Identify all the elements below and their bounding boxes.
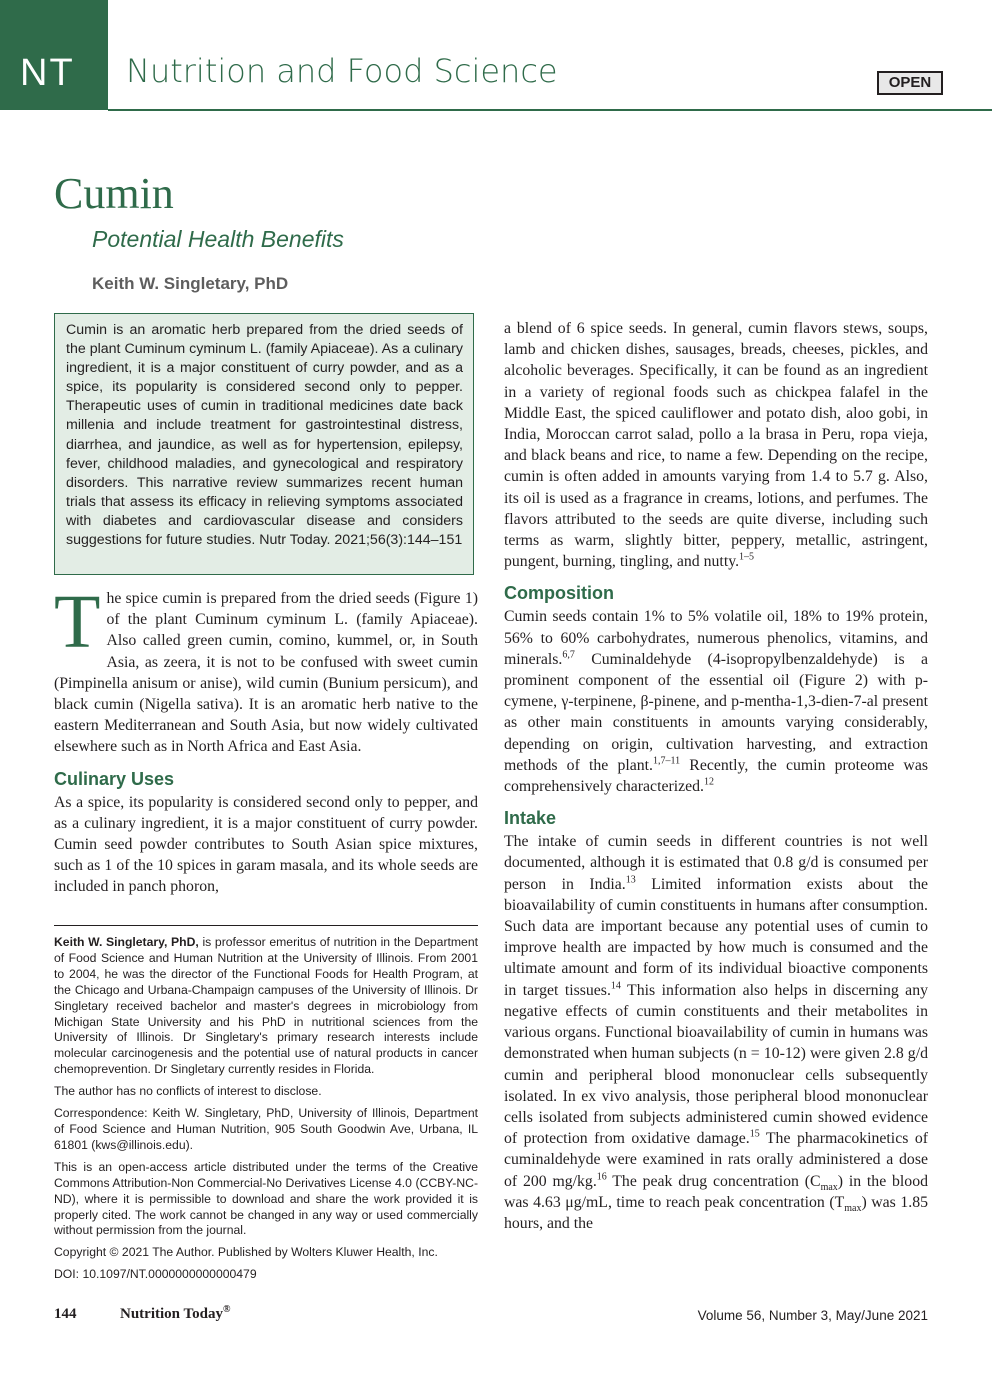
registered-mark: ® <box>222 1304 231 1315</box>
intake-ref-1: 13 <box>625 874 636 886</box>
intake-ref-4: 16 <box>596 1171 607 1183</box>
intro-text: he spice cumin is prepared from the dried seeds (Figure 1) of the plant Cuminum cyminum L. (family Apiaceae). Also called green cumin, comino, kummel, or, in South Asia, as zeera, it is not to be confused with sweet cumin (Pimpinella anisum or anise), wild cumin (Bunium persicum), and black cumin (Nigella sativa). It is an aromatic herb native to the eastern Mediterranean and South Asia, but now widely cultivated elsewhere such as in North Africa and East Asia. <box>54 590 478 756</box>
intake-text-a: The intake of cumin seeds in different countries is not well documented, although it is estimated that 0.8 g/d is consumed per person in India. <box>504 833 928 893</box>
correspondence: Correspondence: Keith W. Singletary, PhD, University of Illinois, Department of Food Science and Human Nutrition, 905 South Goodwin Ave, Urbana, IL 61801 (kws@illinois.edu). <box>54 1106 478 1152</box>
culinary-ref: 1–5 <box>739 551 755 563</box>
composition-text-c: Recently, the cumin proteome was comprehensively characterized. <box>504 756 928 796</box>
abstract-citation-ref: 2021;56(3):144–151 <box>334 532 463 549</box>
body-column-left <box>54 580 478 898</box>
composition-ref-3: 12 <box>703 776 714 788</box>
abstract-citation-journal: Nutr Today. <box>259 532 331 549</box>
culinary-text-2: a blend of 6 spice seeds. In general, cumin flavors stews, soups, lamb and chicken dishes, sausages, breads, cheeses, pickles, and alcoholic beverages. Specifically, it can be found as an ingredient in a variety of regional foods such as chickpea falafel in the Middle East, the spiced cauliflower and potato dish, aloo gobi, in India, Moroccan carrot salad, pollo a la brasa in Peru, ropa vieja, and black beans and rice, to name a few. Depending on the recipe, cumin is often added in amounts varying from 1.4 to 5.7 g. Also, its oil is used as a fragrance in creams, lotions, and perfumes. The flavors attributed to the seeds are quite diverse, including such terms as warm, slightly bitter, peppery, metallic, astringent, pungent, burning, tingling, and nutty. <box>504 320 928 571</box>
abstract-box <box>54 313 474 575</box>
heading-culinary-uses: Culinary Uses <box>54 768 175 789</box>
author-note-divider <box>54 925 478 926</box>
intake-text-g: ) was 1.85 hours, and the <box>504 1193 928 1232</box>
intake-text-c: This information also helps in discerning any negative effects of cumin constituents and their metabolites in various organs. Functional bioavailability of cumin in humans was demonstrated when human subjects (n = 10-12) were given 2.8 g/d cumin and peripheral blood mononuclear cells subsequently isolated. In ex vivo analysis, those peripheral blood mononuclear cells isolated from subjects administered cumin showed evidence of protection from oxidative damage. <box>504 981 928 1148</box>
composition-text-a: Cumin seeds contain 1% to 5% volatile oil, 18% to 19% protein, 56% to 60% carbohydrates, numerous phenolics, vitamins, and minerals. <box>504 608 928 668</box>
logo-text: NT <box>20 52 75 94</box>
license-statement: This is an open-access article distributed under the terms of the Creative Commons Attribution-Non Commercial-No Derivatives License 4.0 (CCBY-NC-ND), where it is permissible to download and share the work provided it is properly cited. The work cannot be changed in any way or used commercially without permission from the journal. <box>54 1159 478 1238</box>
conflicts-statement: The author has no conflicts of interest to disclose. <box>54 1084 322 1099</box>
article-title: Cumin <box>54 169 174 218</box>
intake-text-f: ) in the blood was 4.63 μg/mL, time to reach peak concentration (T <box>504 1172 928 1211</box>
intake-text-d: The pharmacokinetics of cuminaldehyde were examined in rats orally administered a dose of 200 mg/kg. <box>504 1130 928 1190</box>
article-subtitle: Potential Health Benefits <box>92 226 344 252</box>
heading-intake: Intake <box>504 808 557 829</box>
author-bio <box>54 935 478 1078</box>
journal-logo <box>0 0 108 110</box>
drop-cap: T <box>54 580 101 664</box>
author-note <box>54 935 478 1289</box>
body-column-right <box>504 318 928 1234</box>
tmax-subscript: max <box>844 1202 862 1214</box>
copyright: Copyright © 2021 The Author. Published by Wolters Kluwer Health, Inc. <box>54 1245 438 1260</box>
journal-section-title: Nutrition and Food Science <box>126 52 558 90</box>
open-access-badge: OPEN <box>877 71 943 95</box>
heading-composition: Composition <box>504 583 614 604</box>
footer-journal-name: Nutrition Today <box>120 1306 223 1322</box>
abstract-text: Cumin is an aromatic herb prepared from the dried seeds of the plant Cuminum cyminum L. (family Apiaceae). As a culinary ingredient, it is a major constituent of curry powder, and as a spice, its popularity is considered second only to pepper. Therapeutic uses of cumin in traditional medicines date back millenia and include treatment for gastrointestinal distress, diarrhea, and jaundice, as well as for hypertension, epilepsy, fever, childhood maladies, and gynecological and respiratory disorders. This narrative review summarizes recent human trials that assess its efficacy in relieving symptoms associated with diabetes and cardiovascular disease and considers suggestions for future studies. <box>66 322 463 549</box>
cmax-subscript: max <box>820 1181 838 1193</box>
page-number: 144 <box>54 1306 77 1322</box>
intro-paragraph <box>54 580 478 758</box>
footer-journal <box>120 1306 230 1323</box>
doi: DOI: 10.1097/NT.0000000000000479 <box>54 1267 257 1282</box>
author-bio-text: is professor emeritus of nutrition in the Department of Food Science and Human Nutrition at the University of Illinois. From 2001 to 2004, he was the director of the Functional Foods for Health Program, at the Chicago and Urbana-Champaign campuses of the University of Illinois. Dr Singletary received bachelor and master's degrees in microbiology from Michigan State University and his PhD in nutritional sciences from the University of Illinois. Dr Singletary's primary research interests include molecular carcinogenesis and the potential use of natural products in cancer chemoprevention. Dr Singletary currently resides in Florida. <box>54 935 478 1077</box>
culinary-paragraph-part2 <box>504 318 928 572</box>
intake-ref-3: 15 <box>749 1128 760 1140</box>
intake-ref-2: 14 <box>610 980 621 992</box>
volume-info: Volume 56, Number 3, May/June 2021 <box>697 1308 928 1323</box>
intake-text-b: Limited information exists about the bioavailability of cumin constituents in humans after consumption. Such data are important because any potential uses of cumin to improve health are impacted by how much is consumed and the ultimate amount and form of its individual bioactive components in target tissues. <box>504 875 928 999</box>
intake-text-e: The peak drug concentration (C <box>606 1172 821 1190</box>
composition-text-b: Cuminaldehyde (4-isopropylbenzaldehyde) is a prominent component of the essential oil (Figure 2) with p-cymene, γ-terpinene, β-pinene, and p-mentha-1,3-dien-7-al present as other main constituents in amounts varying considerably, depending on origin, cultivation harvesting, and extraction methods of the plant. <box>504 650 928 774</box>
article-author: Keith W. Singletary, PhD <box>92 274 289 293</box>
culinary-paragraph-part1: As a spice, its popularity is considered second only to pepper, and as a culinary ingredient, it is a major constituent of curry powder. Cumin seed powder contributes to South Asian spice mixtures, such as 1 of the 10 spices in garam masala, and its whole seeds are included in panch phoron, <box>54 793 478 896</box>
header-rule <box>108 109 992 111</box>
composition-ref-2: 1,7–11 <box>653 755 681 767</box>
composition-ref-1: 6,7 <box>562 649 575 661</box>
author-bio-name: Keith W. Singletary, PhD, <box>54 935 199 949</box>
composition-paragraph <box>504 606 928 797</box>
intake-paragraph <box>504 831 928 1234</box>
